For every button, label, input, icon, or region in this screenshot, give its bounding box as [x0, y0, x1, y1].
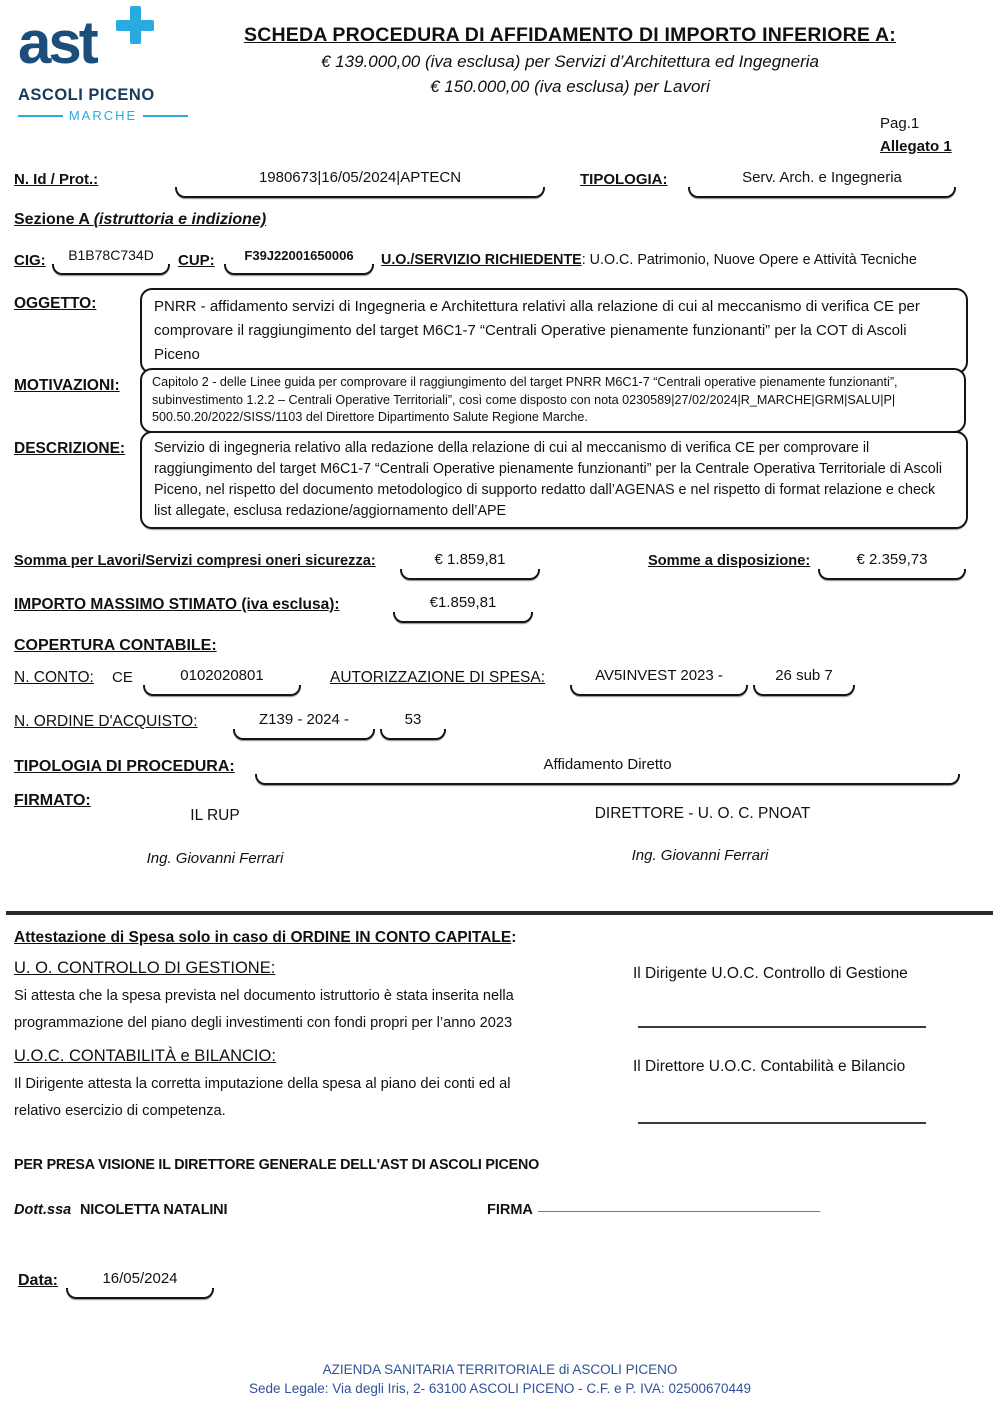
direttore-role: DIRETTORE - U. O. C. PNOAT [594, 805, 811, 822]
ast-logo [18, 10, 188, 123]
cig-label: CIG: [14, 252, 46, 269]
firma-line[interactable]: ___________________________________ [538, 1198, 821, 1214]
firmato-label: FIRMATO: [14, 792, 91, 809]
ast-logo-text: ast [18, 9, 96, 76]
uo-richiedente [381, 252, 917, 268]
uo-richiedente-value: : U.O.C. Patrimonio, Nuove Opere e Attività Tecniche [581, 252, 917, 268]
field-underline [255, 774, 960, 785]
rule-right [143, 115, 188, 117]
prot-value: 1980673|16/05/2024|APTECN [258, 169, 462, 186]
conto-label: N. CONTO: [14, 669, 94, 686]
rup-role: IL RUP [190, 807, 240, 824]
dottssa-title: Dott.ssa [14, 1202, 72, 1218]
disposizione-label: Somme a disposizione: [648, 553, 811, 569]
autorizzazione-field[interactable] [570, 667, 748, 696]
bilancio-title: U.O.C. CONTABILITÀ e BILANCIO: [14, 1047, 276, 1065]
direttore-signature-name: Ing. Giovanni Ferrari [631, 847, 769, 864]
logo-region-label [18, 108, 188, 123]
importo-label: IMPORTO MASSIMO STIMATO (iva esclusa): [14, 596, 340, 613]
footer [0, 1360, 1000, 1398]
somma-field[interactable] [400, 551, 540, 580]
prot-label: N. Id / Prot.: [14, 171, 99, 188]
ast-logo-word [18, 10, 188, 82]
field-underline [224, 264, 374, 275]
field-underline [400, 569, 540, 580]
cup-value: F39J22001650006 [244, 248, 354, 263]
data-label: Data: [18, 1272, 59, 1289]
page-number: Pag.1 [880, 115, 920, 132]
conto-field[interactable] [143, 667, 301, 696]
procedura-label: TIPOLOGIA DI PROCEDURA: [14, 758, 235, 775]
logo-region-text: MARCHE [68, 108, 138, 123]
cig-field[interactable] [52, 247, 170, 275]
bilancio-sign-label: Il Direttore U.O.C. Contabilità e Bilancio [633, 1058, 906, 1075]
importo-field[interactable] [393, 594, 533, 623]
oggetto-text: PNRR - affidamento servizi di Ingegneria e Architettura relativi alla relazione di cui al meccanismo di verifica CE per comprovare il raggiungimento del target M6C1-7 “Centrali Operative pienamente funzionanti” per la COT di Ascoli Piceno [154, 298, 920, 363]
gestione-text: Si attesta che la spesa prevista nel documento istruttorio è stata inserita nella programmazione del piano degli investimenti con fondi propri per l’anno 2023 [14, 988, 514, 1031]
field-underline [66, 1288, 214, 1299]
autorizzazione-sub-field[interactable] [753, 667, 855, 696]
sezione-a-bold: Sezione A [14, 211, 94, 228]
gestione-signature-line[interactable] [638, 1026, 926, 1028]
importo-value: €1.859,81 [429, 594, 497, 611]
somma-label: Somma per Lavori/Servizi compresi oneri sicurezza: [14, 553, 376, 569]
procedura-field[interactable] [255, 756, 960, 785]
attestazione-title [14, 929, 516, 947]
cup-label: CUP: [178, 252, 215, 269]
conto-prefix: CE [112, 669, 133, 686]
footer-line-1: AZIENDA SANITARIA TERRITORIALE di ASCOLI PICENO [322, 1362, 678, 1377]
section-divider [6, 911, 993, 915]
field-underline [233, 729, 375, 740]
autorizzazione-label: AUTORIZZAZIONE DI SPESA: [330, 669, 546, 686]
conto-value: 0102020801 [180, 667, 264, 684]
rup-signature-name: Ing. Giovanni Ferrari [146, 850, 284, 867]
field-underline [380, 729, 446, 740]
data-field[interactable] [66, 1270, 214, 1299]
bilancio-signature-line[interactable] [638, 1122, 926, 1124]
motivazioni-box[interactable] [140, 368, 966, 433]
field-underline [753, 685, 855, 696]
tipologia-label: TIPOLOGIA: [580, 171, 668, 188]
sezione-a-heading [14, 211, 266, 229]
attestazione-title-colon: : [511, 929, 517, 946]
cig-value: B1B78C734D [68, 247, 154, 263]
gestione-title: U. O. CONTROLLO DI GESTIONE: [14, 959, 276, 977]
plus-icon [116, 6, 154, 44]
field-underline [175, 187, 545, 198]
page-meta [880, 112, 952, 158]
document-heading [170, 24, 970, 97]
descrizione-text: Servizio di ingegneria relativo alla redazione della relazione di cui al meccanismo di verifica CE per comprovare il raggiungimento del target M6C1-7 “Centrali Operative pienamente funzionanti” per la Centrale Operativa Territoriale di Ascoli Piceno, nel rispetto del documento metodologico di supporto redatto dall’AGENAS e nel rispetto di format relazione e check list allegate, esclusa redazione/aggiornamento dell’APE [154, 440, 943, 519]
bilancio-text: Il Dirigente attesta la corretta imputazione della spesa al piano dei conti ed al relativo esercizio di competenza. [14, 1076, 511, 1119]
footer-line-2: Sede Legale: Via degli Iris, 2- 63100 ASCOLI PICENO - C.F. e P. IVA: 02500670449 [248, 1381, 752, 1396]
tipologia-field[interactable] [688, 169, 956, 198]
motivazioni-label: MOTIVAZIONI: [14, 377, 120, 394]
ordine-label: N. ORDINE D'ACQUISTO: [14, 713, 198, 730]
rule-left [18, 115, 63, 117]
autorizzazione-value: AV5INVEST 2023 - [595, 667, 723, 684]
tipologia-value: Serv. Arch. e Ingegneria [742, 169, 902, 186]
field-underline [393, 612, 533, 623]
sezione-a-italic: (istruttoria e indizione) [93, 211, 267, 228]
uo-richiedente-label: U.O./SERVIZIO RICHIEDENTE [381, 252, 582, 268]
ordine-num-field[interactable] [380, 711, 446, 740]
field-underline [818, 569, 966, 580]
ordine-num-value: 53 [404, 711, 422, 728]
field-underline [52, 264, 170, 275]
gestione-sign-label: Il Dirigente U.O.C. Controllo di Gestione [633, 965, 908, 982]
document-title: SCHEDA PROCEDURA DI AFFIDAMENTO DI IMPORTO INFERIORE A: [244, 24, 896, 46]
firma-label: FIRMA [487, 1202, 533, 1218]
attestazione-title-text: Attestazione di Spesa solo in caso di ORDINE IN CONTO CAPITALE [14, 929, 512, 946]
allegato-label: Allegato 1 [880, 138, 952, 155]
logo-city-label: ASCOLI PICENO [18, 86, 155, 104]
direttore-generale-name: NICOLETTA NATALINI [80, 1202, 228, 1218]
disposizione-value: € 2.359,73 [856, 551, 928, 568]
ordine-value: Z139 - 2024 - [258, 711, 350, 728]
prot-field[interactable] [175, 169, 545, 198]
cup-field[interactable] [224, 248, 374, 275]
procedura-value: Affidamento Diretto [543, 756, 672, 773]
oggetto-label: OGGETTO: [14, 295, 97, 312]
motivazioni-text: Capitolo 2 - delle Linee guida per comprovare il raggiungimento del target PNRR M6C1-7 “Centrali operative pienamente funzionanti”, subinvestimento 1.2.2 – Centrali Operative Territoriali”, così come disposto con nota 0230589|27/02/2024|R_MARCHE|GRM|SALU|P| 500.50.20/2022/SISS/1103 del Direttore Dipartimento Salute Regione Marche. [152, 375, 898, 424]
descrizione-label: DESCRIZIONE: [14, 440, 126, 457]
autorizzazione-sub-value: 26 sub 7 [775, 667, 833, 684]
field-underline [570, 685, 748, 696]
presa-visione-text: PER PRESA VISIONE IL DIRETTORE GENERALE DELL'AST DI ASCOLI PICENO [14, 1157, 540, 1173]
oggetto-box[interactable] [140, 288, 968, 374]
disposizione-field[interactable] [818, 551, 966, 580]
ordine-field[interactable] [233, 711, 375, 740]
field-underline [143, 685, 301, 696]
copertura-title: COPERTURA CONTABILE: [14, 637, 217, 654]
somma-value: € 1.859,81 [434, 551, 506, 568]
descrizione-box[interactable] [140, 431, 968, 529]
field-underline [688, 187, 956, 198]
data-value: 16/05/2024 [102, 1270, 178, 1287]
document-subtitle-1: € 139.000,00 (iva esclusa) per Servizi d’Architettura ed Ingegneria [320, 52, 819, 71]
document-subtitle-2: € 150.000,00 (iva esclusa) per Lavori [430, 77, 710, 96]
